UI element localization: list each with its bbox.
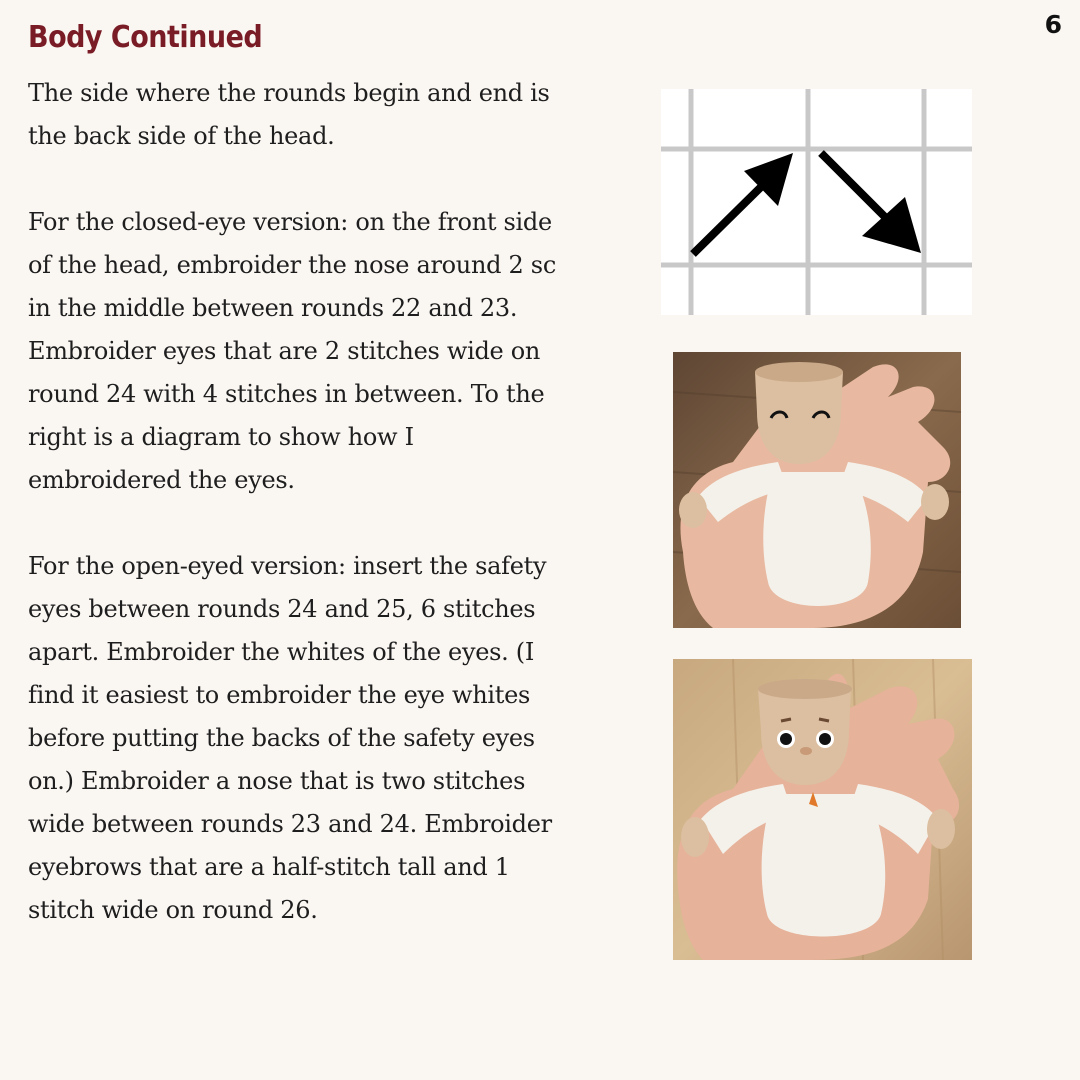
paragraph-open-eye-version: For the open-eyed version: insert the safety eyes between rounds 24 and 25, 6 stitches apart. Embroider the whites of the eyes. (I find it easiest to embroider the eye whites before putting the backs of the safety eyes on.) Embroider a nose that is two stitches wide between rounds 23 and 24. Embroider eyebrows that are a half-stitch tall and 1 stitch wide on round 26. [28, 552, 552, 924]
open-eye-doll-photo [673, 659, 972, 960]
paragraph-head-orientation: The side where the rounds begin and end is the back side of the head. [28, 79, 550, 150]
page-title: Body Continued [28, 20, 263, 55]
instructions-text [28, 72, 558, 975]
closed-eye-doll-photo [673, 352, 961, 628]
paragraph-closed-eye-version: For the closed-eye version: on the front side of the head, embroider the nose around 2 sc in the middle between rounds 22 and 23. Embroider eyes that are 2 stitches wide on round 24 with 4 stitches in between. To the right is a diagram to show how I embroidered the eyes. [28, 208, 556, 494]
eye-embroidery-diagram [661, 89, 972, 315]
page-number: 6 [1044, 10, 1062, 39]
